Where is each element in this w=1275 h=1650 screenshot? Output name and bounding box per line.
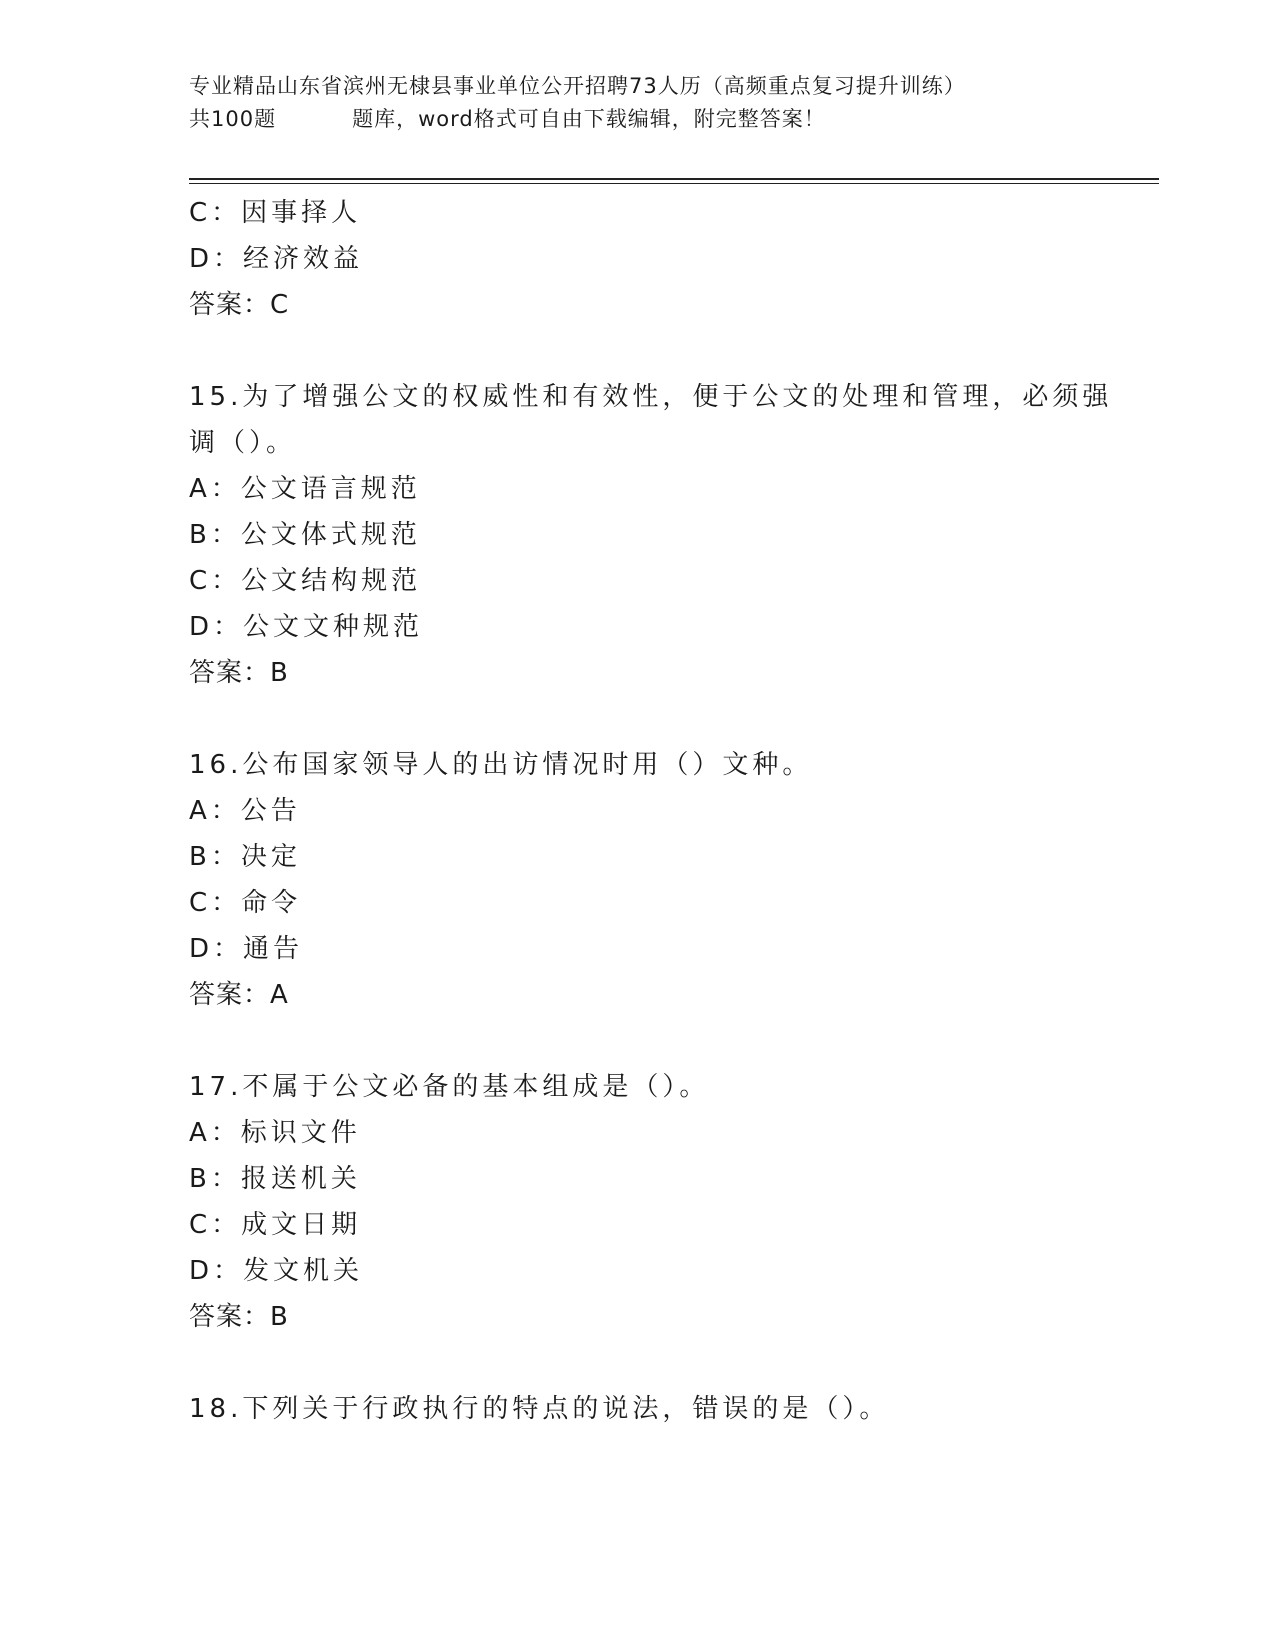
answer: 答案：A	[189, 980, 289, 1010]
document-header	[189, 70, 1159, 136]
header-divider-thick	[189, 178, 1159, 180]
header-title-line1: 专业精品山东省滨州无棣县事业单位公开招聘73人历（高频重点复习提升训练）	[189, 74, 966, 98]
question-stem-continued: 调（）。	[189, 428, 297, 458]
answer: 答案：B	[189, 658, 289, 688]
option-a: A：公告	[189, 796, 301, 826]
option-d: D：通告	[189, 934, 304, 964]
question-stem: 18.下列关于行政执行的特点的说法，错误的是（）。	[189, 1394, 890, 1424]
question-stem: 16.公布国家领导人的出访情况时用（）文种。	[189, 750, 813, 780]
option-b: B：报送机关	[189, 1164, 361, 1194]
question-stem: 17.不属于公文必备的基本组成是（）。	[189, 1072, 710, 1102]
option-b: B：决定	[189, 842, 301, 872]
option-d: D：公文文种规范	[189, 612, 424, 642]
header-description: 题库，word格式可自由下载编辑，附完整答案！	[352, 107, 826, 131]
question-15	[189, 374, 1113, 696]
question-list	[189, 190, 1113, 1432]
question-17	[189, 1064, 1089, 1340]
question-16	[189, 742, 1089, 1018]
header-question-count: 共100题	[189, 107, 277, 131]
option-b: B：公文体式规范	[189, 520, 421, 550]
header-divider-thin	[189, 183, 1159, 184]
header-title-line2	[189, 103, 1159, 136]
option-c: C：命令	[189, 888, 302, 918]
question-18	[189, 1386, 1089, 1432]
option-d: D：发文机关	[189, 1256, 364, 1286]
option-d: D：经济效益	[189, 244, 364, 274]
question-stem: 15.为了增强公文的权威性和有效性，便于公文的处理和管理，必须强	[189, 382, 1113, 412]
option-a: A：公文语言规范	[189, 474, 421, 504]
option-c: C：因事择人	[189, 198, 362, 228]
option-c: C：公文结构规范	[189, 566, 422, 596]
option-a: A：标识文件	[189, 1118, 361, 1148]
option-c: C：成文日期	[189, 1210, 362, 1240]
answer: 答案：B	[189, 1302, 289, 1332]
answer: 答案：C	[189, 290, 290, 320]
question-14-tail	[189, 190, 1089, 328]
